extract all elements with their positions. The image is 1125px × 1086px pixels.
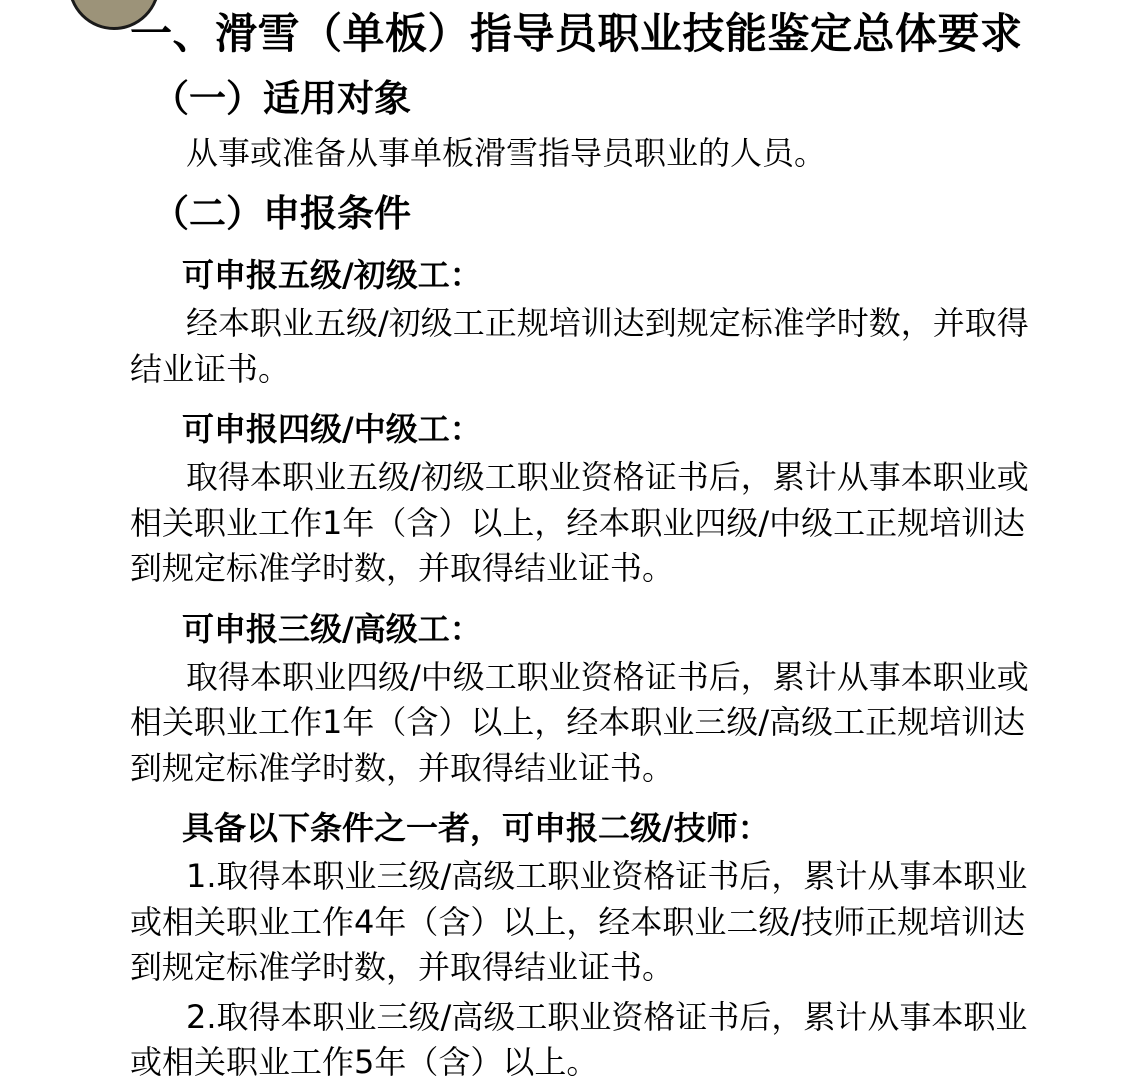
section-heading-applicable-scope: （一）适用对象	[152, 76, 411, 120]
requirement-body-level-4: 取得本职业五级/初级工职业资格证书后，累计从事本职业或相关职业工作1年（含）以上，经本职业四级/中级工正规培训达到规定标准学时数，并取得结业证书。	[130, 458, 1029, 588]
page-title: 一、滑雪（单板）指导员职业技能鉴定总体要求	[130, 9, 1023, 58]
requirement-label-level-2: 具备以下条件之一者，可申报二级/技师：	[182, 809, 770, 848]
requirement-label-level-5: 可申报五级/初级工：	[182, 256, 482, 295]
requirement-body-level-2-item-2: 2.取得本职业三级/高级工职业资格证书后，累计从事本职业或相关职业工作5年（含）以上。	[130, 997, 1028, 1082]
requirement-body-level-2-item-1: 1.取得本职业三级/高级工职业资格证书后，累计从事本职业或相关职业工作4年（含）以上，经本职业二级/技师正规培训达到规定标准学时数，并取得结业证书。	[130, 857, 1028, 987]
requirement-body-level-3: 取得本职业四级/中级工职业资格证书后，累计从事本职业或相关职业工作1年（含）以上，经本职业三级/高级工正规培训达到规定标准学时数，并取得结业证书。	[130, 657, 1029, 787]
section-body-applicable-scope: 从事或准备从事单板滑雪指导员职业的人员。	[186, 133, 827, 172]
requirement-body-level-5: 经本职业五级/初级工正规培训达到规定标准学时数，并取得结业证书。	[130, 304, 1029, 388]
section-heading-application-requirements: （二）申报条件	[152, 192, 411, 236]
requirement-label-level-4: 可申报四级/中级工：	[182, 410, 482, 449]
requirement-label-level-3: 可申报三级/高级工：	[182, 609, 482, 648]
document-content	[130, 0, 1050, 1086]
